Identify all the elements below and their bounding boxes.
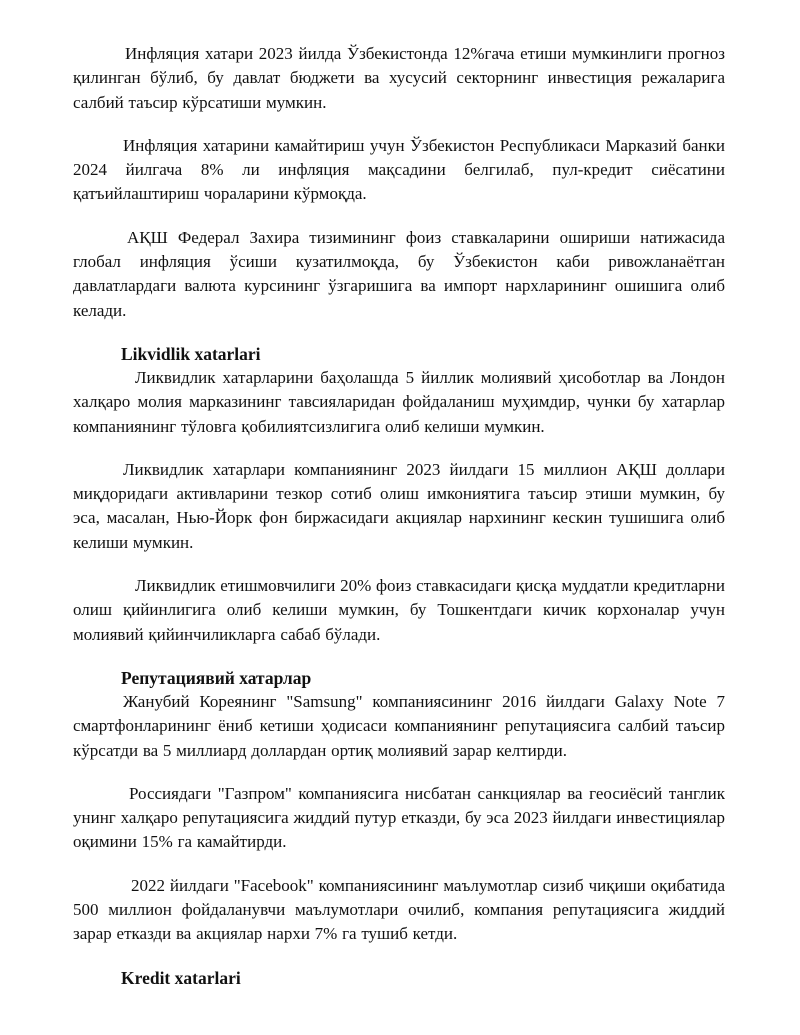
- paragraph-liquidity-shortage: Ликвидлик етишмовчилиги 20% фоиз ставкасидаги қисқа муддатли кредитларни олиш қийинлигига олиб келиши мумкин, бу Тошкентдаги кичик корхоналар учун молиявий қийинчиликларга сабаб бўлади.: [73, 576, 725, 644]
- paragraph-facebook: 2022 йилдаги "Facebook" компаниясининг маълумотлар сизиб чиқиши оқибатида 500 миллион фойдаланувчи маълумотлари очилиб, компания репутациясига жиддий зарар етказди ва акциялар нархи 7% га тушиб кетди.: [73, 875, 725, 944]
- document-page: [73, 42, 725, 990]
- paragraph-liquidity-assets: Ликвидлик хатарлари компаниянинг 2023 йилдаги 15 миллион АҚШ доллари миқдоридаги активларини тезкор сотиб олиш имкониятига таъсир этиши мумкин, бу эса, масалан, Нью-Йорк фон биржасидаги акциялар нархининг кескин тушишига олиб келиши мумкин.: [73, 459, 725, 552]
- heading-credit-risks: Kredit xatarlari: [121, 967, 241, 988]
- paragraph-samsung: Жанубий Кореянинг "Samsung" компаниясининг 2016 йилдаги Galaxy Note 7 смартфонларининг ёниб кетиши ҳодисаси компаниянинг репутациясига салбий таъсир кўрсатди ва 5 миллиард доллардан ортиқ молиявий зарар келтирди.: [73, 691, 725, 760]
- paragraph-inflation-forecast: Инфляция хатари 2023 йилда Ўзбекистонда 12%гача етиши мумкинлиги прогноз қилинган бўлиб, бу давлат бюджети ва хусусий секторнинг инвестиция режаларига салбий таъсир кўрсатиши мумкин.: [73, 44, 725, 112]
- paragraph-liquidity-assessment: Ликвидлик хатарларини баҳолашда 5 йиллик молиявий ҳисоботлар ва Лондон халқаро молия марказининг тавсияларидан фойдаланиш муҳимдир, чунки бу хатарлар компаниянинг тўловга қобилиятсизлигига олиб келиши мумкин.: [73, 367, 725, 436]
- paragraph-central-bank-target: Инфляция хатарини камайтириш учун Ўзбекистон Республикаси Марказий банки 2024 йилгача 8% ли инфляция мақсадини белгилаб, пул-кредит сиёсатини қатъийлаштириш чораларини кўрмоқда.: [73, 135, 725, 204]
- paragraph-gazprom: Россиядаги "Газпром" компаниясига нисбатан санкциялар ва геосиёсий танглик унинг халқаро репутациясига жиддий путур етказди, бу эса 2023 йилдаги инвестициялар оқимини 15% га камайтирди.: [73, 783, 725, 852]
- heading-liquidity-risks: Likvidlik xatarlari: [121, 343, 261, 364]
- heading-reputation-risks: Репутациявий хатарлар: [121, 667, 312, 688]
- paragraph-fed-rates: АҚШ Федерал Захира тизимининг фоиз ставкаларини ошириши натижасида глобал инфляция ўсиши кузатилмоқда, бу Ўзбекистон каби ривожланаётган давлатлардаги валюта курсининг ўзгаришига ва импорт нархларининг ошишига олиб келади.: [73, 227, 725, 320]
